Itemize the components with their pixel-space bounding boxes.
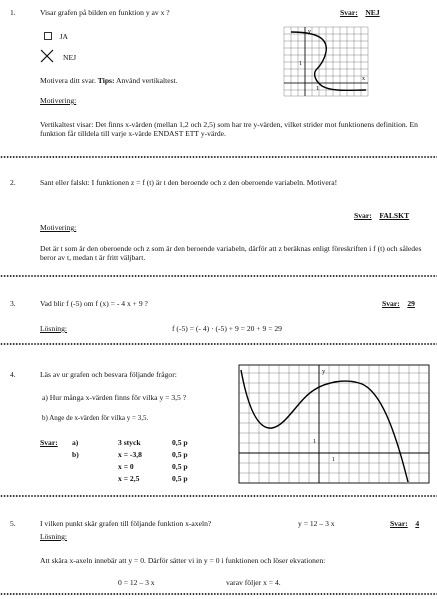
q5-function: y = 12 – 3 x [298,519,335,528]
q1-option-yes[interactable] [44,32,68,41]
q4-x-tick: 1 [332,457,335,463]
q1-motivate [40,76,178,85]
q4-row-3-points: 0,5 p [172,474,188,483]
q1-answer-label: Svar: [340,8,358,17]
q1-y-label: y [308,29,311,35]
q4-row-2-points: 0,5 p [172,462,188,471]
q3-answer-label: Svar: [382,299,400,308]
q5-answer-value: 4 [415,519,420,528]
q5-answer [390,519,419,528]
q4-y-tick: 1 [313,439,316,445]
q1-option-yes-label: JA [59,32,69,41]
q1-x-tick: 1 [316,86,319,92]
q4-part-a: a) Hur många x-värden finns för vilka y = 3,5 ? [42,393,187,402]
q5-conclusion: varav följer x = 4. [226,578,281,587]
q2-heading: Motivering: [40,223,77,232]
q5-question: I vilken punkt skär grafen till följande funktion x-axeln? [40,519,212,528]
q4-row-1-points: 0,5 p [172,450,188,459]
q4-row-1-value: x = -3,8 [118,450,142,459]
checkbox-cross-icon[interactable] [40,49,54,63]
q4-row-2-value: x = 0 [118,462,134,471]
q1-answer [340,8,380,17]
q1-x-label: x [362,76,365,82]
separator [0,155,437,159]
q3-number: 3. [10,299,16,308]
separator [0,592,437,596]
q1-graph [282,24,372,98]
q5-heading: Lösning: [40,532,68,541]
q1-tips-text: Använd vertikaltest. [116,76,178,85]
q5-text: Att skära x-axeln innebär att y = 0. Därför sätter vi in y = 0 i funktionen och löser ekvationen: [40,556,326,565]
q4-row-0-part: a) [72,438,79,447]
q5-answer-label: Svar: [390,519,408,528]
separator [0,342,437,346]
q2-number: 2. [10,178,16,187]
q5-number: 5. [10,519,16,528]
q4-row-3-value: x = 2,5 [118,474,140,483]
q2-answer [354,211,409,220]
q4-question: Läs av ur grafen och besvara följande frågor: [40,370,177,379]
q2-answer-label: Svar: [354,211,372,220]
q2-text: Det är t som är den oberoende och z som är den beroende variabeln, därför att z beräknas enligt föreskriften i f (t) och således beror av t, medan t är fritt väljbart. [40,244,422,263]
q3-solution: f (-5) = (- 4) · (-5) + 9 = 20 + 9 = 29 [172,324,282,333]
q4-answer-label: Svar: [40,438,58,447]
q1-motivate-prefix: Motivera ditt svar. [40,76,96,85]
q1-answer-value: NEJ [365,8,380,17]
q1-option-no-label: NEJ [63,53,77,62]
q4-number: 4. [10,370,16,379]
checkbox-empty-icon[interactable] [44,32,52,40]
q3-heading: Lösning: [40,324,68,333]
q4-row-1-part: b) [72,450,79,459]
q1-y-tick: 1 [299,61,302,67]
q1-text: Vertikaltest visar: Det finns x-värden (mellan 1,2 och 2,5) som har tre y-värden, vilket strider mot funktionens definition. En funktion får tilldela till varje x-värde ENDAST ETT y-värde. [40,120,418,139]
q3-answer [382,299,415,308]
q4-row-0-value: 3 styck [118,438,141,447]
q2-answer-value: FALSKT [379,211,410,220]
q4-y-label: y [322,368,326,375]
q4-graph [238,364,434,488]
q4-part-b: b) Ange de x-värden för vilka y = 3,5. [42,414,149,422]
q3-question: Vad blir f (-5) om f (x) = - 4 x + 9 ? [40,299,148,308]
q1-grid [284,27,368,96]
q5-equation: 0 = 12 – 3 x [118,578,155,587]
separator [0,494,437,498]
q1-heading: Motivering: [40,96,77,105]
q2-question: Sant eller falskt: I funktionen z = f (t) är t den beroende och z den oberoende variabeln. Motivera! [40,178,338,187]
q4-row-0-points: 0,5 p [172,438,188,447]
q1-tips-label: Tips: [97,76,115,85]
q1-curve [291,32,366,90]
q1-question: Visar grafen på bilden en funktion y av x ? [40,8,170,17]
q1-number: 1. [10,8,16,17]
separator [0,274,437,278]
q4-curve [241,370,408,482]
q3-answer-value: 29 [407,299,415,308]
